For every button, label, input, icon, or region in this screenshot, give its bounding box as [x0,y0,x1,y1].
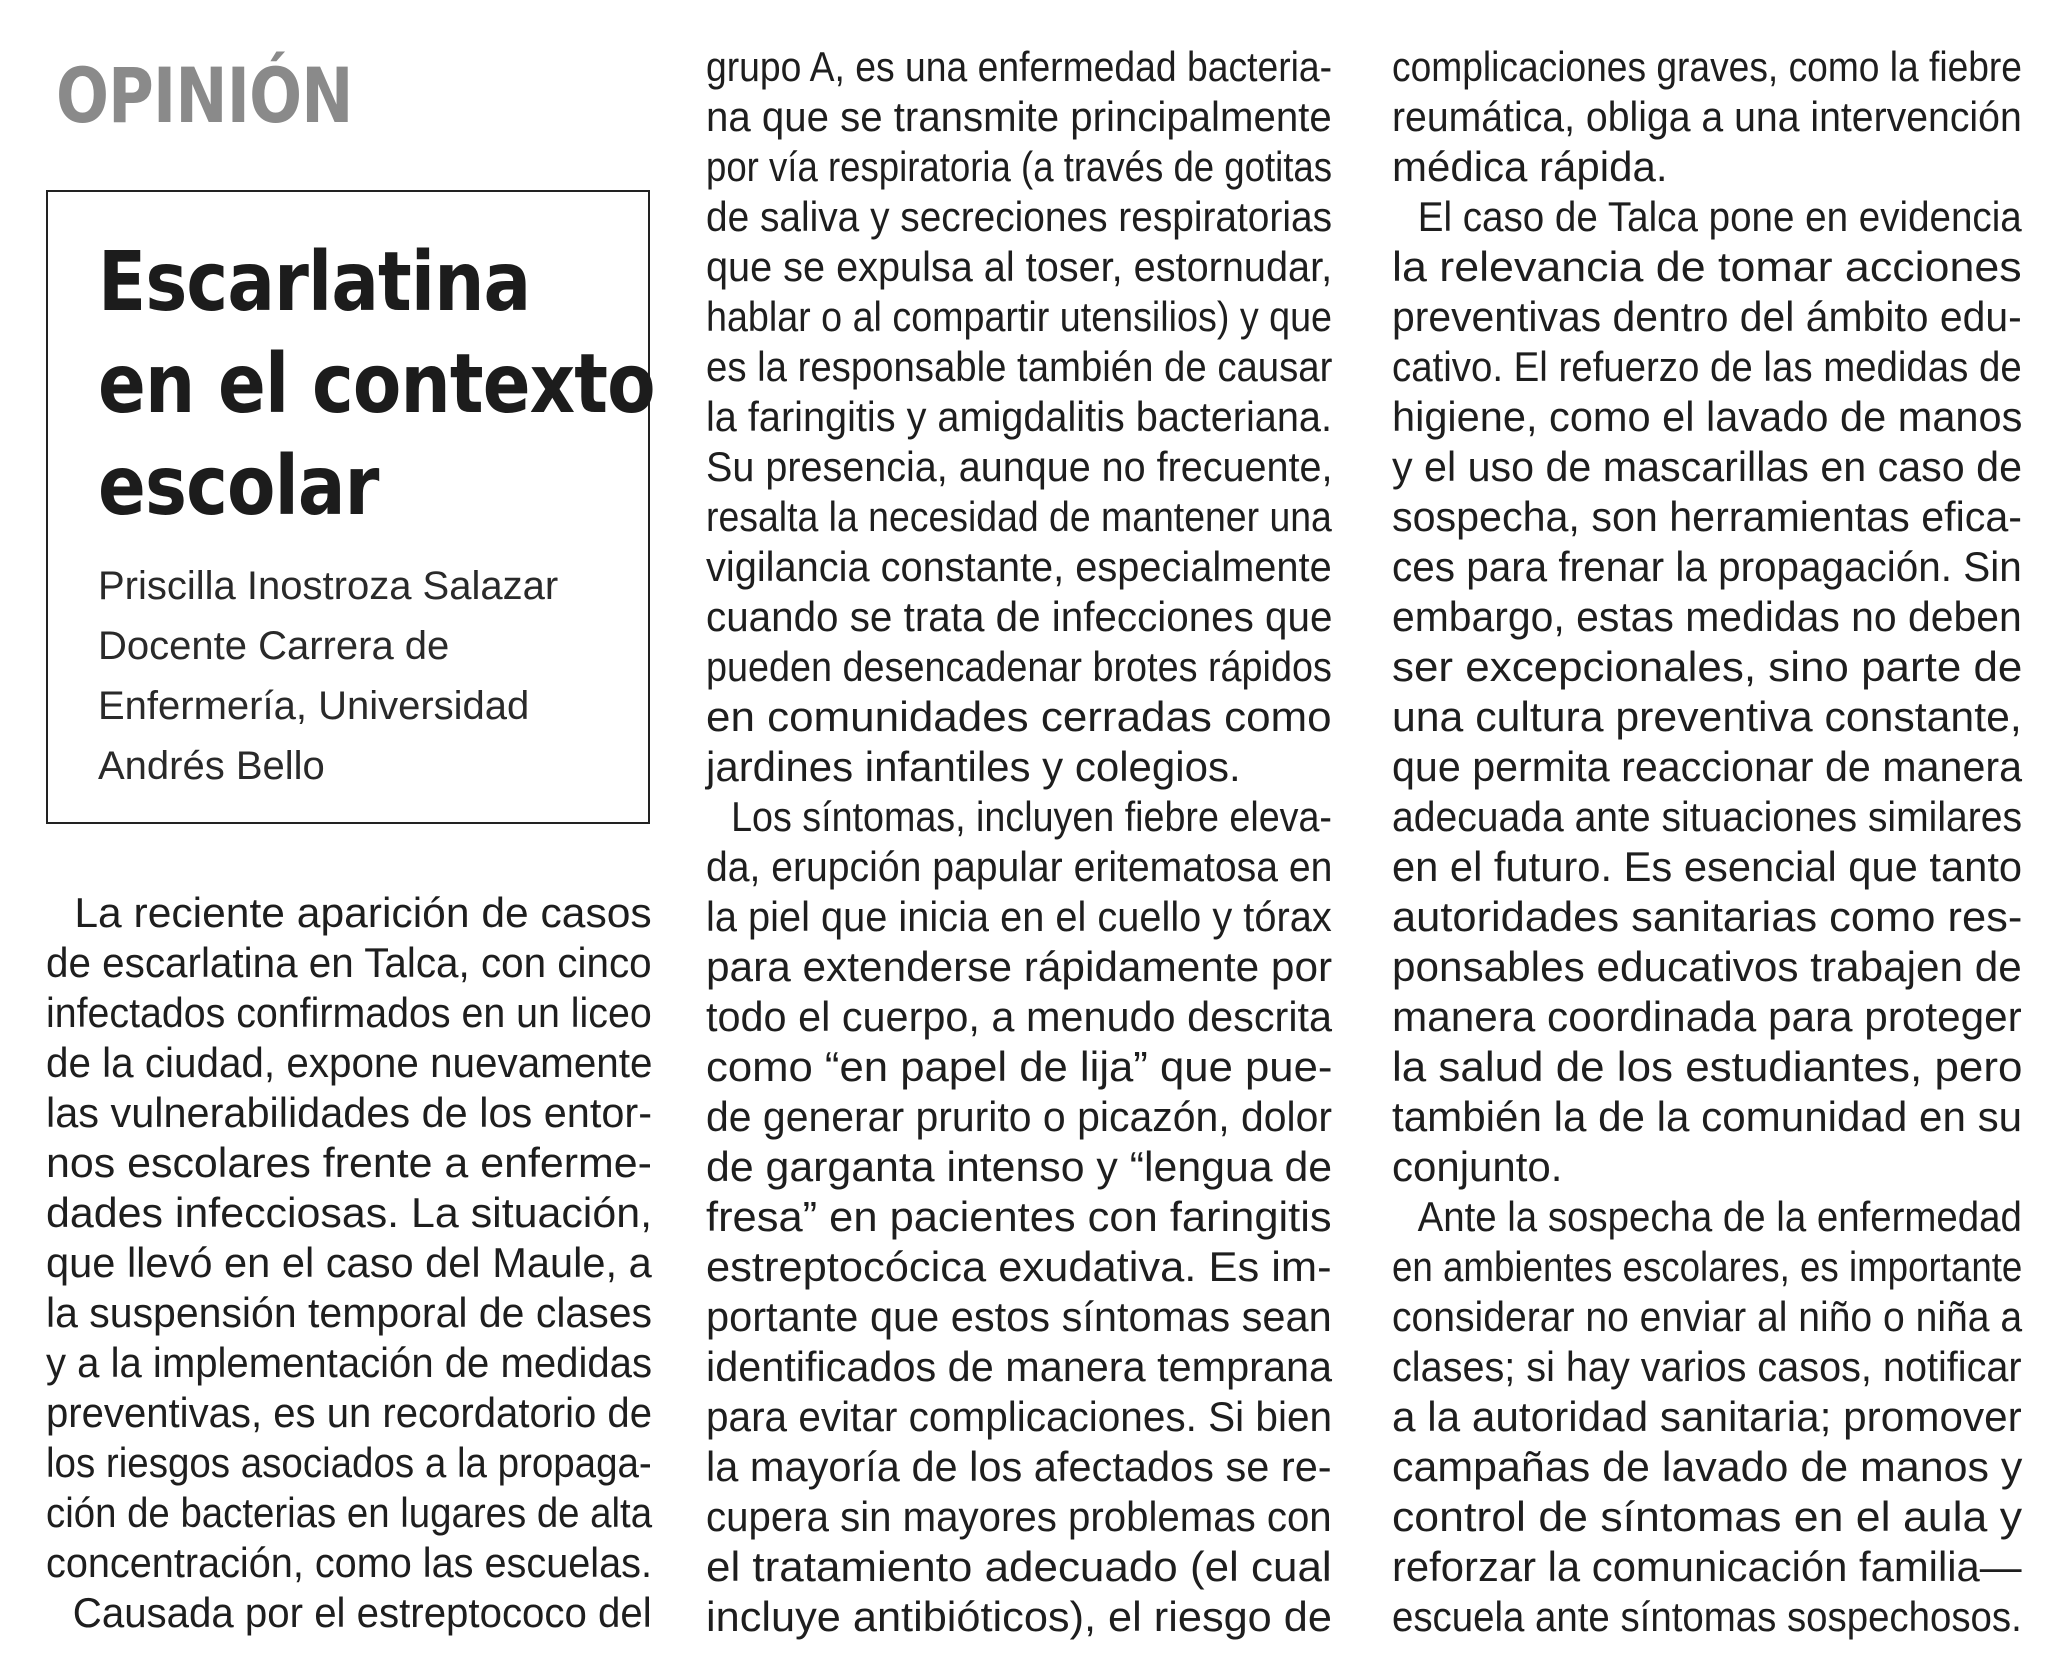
article-text-line: en el futuro. Es esencial que tanto [1392,843,2023,890]
article-text-line: y a la implementación de medidas [46,1339,652,1386]
article-text-line: preventivas dentro del ámbito edu- [1392,293,2022,340]
article-text-line: en ambientes escolares, es importante [1392,1243,2023,1290]
article-text-line: médica rápida. [1392,143,1668,190]
article-text-line: conjunto. [1392,1143,1563,1190]
article-text-line: da, erupción papular eritematosa en [706,843,1333,890]
article-text-line: grupo A, es una enfermedad bacteria- [706,43,1333,90]
article-text-line: considerar no enviar al niño o niña a [1392,1293,2023,1340]
article-text-line: de saliva y secreciones respiratorias [706,193,1332,240]
author-role: Docente Carrera de [98,624,450,668]
article-text-line: para extenderse rápidamente por [706,943,1333,990]
article-text-line: jardines infantiles y colegios. [706,743,1241,790]
article-column-3 [1392,42,2022,1642]
author-name: Priscilla Inostroza Salazar [98,564,559,608]
author-affiliation: Enfermería, Universidad [98,684,530,728]
article-text-line: cupera sin mayores problemas con [706,1493,1332,1540]
article-text-line: y el uso de mascarillas en caso de [1392,443,2022,490]
article-text-line: concentración, como las escuelas. [46,1539,652,1586]
article-text-line: dades infecciosas. La situación, [46,1189,653,1236]
article-text-line: estreptocócica exudativa. Es im- [706,1243,1332,1290]
article-text-line: Ante la sospecha de la enfermedad [1417,1193,2022,1240]
article-text-line: campañas de lavado de manos y [1392,1443,2023,1490]
article-text-line: resalta la necesidad de mantener una [706,493,1332,540]
headline-line: Escarlatina [98,235,531,330]
headline-line: escolar [98,439,379,534]
article-column-1 [46,888,652,1638]
headline-line: en el contexto [98,337,655,432]
article-text-line: todo el cuerpo, a menudo descrita [706,993,1333,1040]
article-text-line: preventivas, es un recordatorio de [46,1389,653,1436]
article-text-line: clases; si hay varios casos, notificar [1392,1343,2022,1390]
article-text-line: Los síntomas, incluyen fiebre eleva- [731,793,1332,840]
article-text-line: na que se transmite principalmente [706,93,1332,140]
article-text-line: que llevó en el caso del Maule, a [46,1239,652,1286]
article-text-line: el tratamiento adecuado (el cual [706,1543,1332,1590]
article-text-line: que se expulsa al toser, estornudar, [706,243,1333,290]
article-text-line: las vulnerabilidades de los entor- [46,1089,653,1136]
article-text-line: es la responsable también de causar [706,343,1333,390]
article-text-line: también la de la comunidad en su [1392,1093,2023,1140]
article-text-line: cativo. El refuerzo de las medidas de [1392,343,2022,390]
article-text-line: la salud de los estudiantes, pero [1392,1043,2023,1090]
article-column-2 [706,42,1332,1642]
article-text-line: reforzar la comunicación familia— [1392,1543,2022,1590]
article-text-line: de generar prurito o picazón, dolor [706,1093,1333,1140]
article-text-line: por vía respiratoria (a través de gotitas [706,143,1333,190]
article-text-line: hablar o al compartir utensilios) y que [706,293,1332,340]
article-text-line: complicaciones graves, como la fiebre [1392,43,2022,90]
article-text-line: autoridades sanitarias como res- [1392,893,2023,940]
headline [98,232,655,538]
article-text-line: incluye antibióticos), el riesgo de [706,1593,1332,1640]
article-text-line: una cultura preventiva constante, [1392,693,2022,740]
article-text-line: ces para frenar la propagación. Sin [1392,543,2022,590]
article-text-line: sospecha, son herramientas efica- [1392,493,2022,540]
article-text-line: la relevancia de tomar acciones [1392,243,2022,290]
article-text-line: embargo, estas medidas no deben [1392,593,2022,640]
author-byline [98,556,558,796]
article-text-line: La reciente aparición de casos [74,889,652,936]
article-text-line: manera coordinada para proteger [1392,993,2022,1040]
article-text-line: adecuada ante situaciones similares [1392,793,2023,840]
article-text-line: nos escolares frente a enferme- [46,1139,652,1186]
article-text-line: la suspensión temporal de clases [46,1289,653,1336]
article-text-line: portante que estos síntomas sean [706,1293,1332,1340]
article-text-line: higiene, como el lavado de manos [1392,393,2023,440]
article-text-line: vigilancia constante, especialmente [706,543,1332,590]
article-text-line: Causada por el estreptococo del [72,1589,652,1636]
article-text-line: la mayoría de los afectados se re- [706,1443,1332,1490]
article-text-line: cuando se trata de infecciones que [706,593,1333,640]
article-text-line: escuela ante síntomas sospechosos. [1392,1593,2022,1640]
article-text-line: los riesgos asociados a la propaga- [46,1439,652,1486]
article-text-line: infectados confirmados en un liceo [46,989,652,1036]
article-text-line: de la ciudad, expone nuevamente [46,1039,653,1086]
article-text-line: a la autoridad sanitaria; promover [1392,1393,2022,1440]
article-text-line: ponsables educativos trabajen de [1392,943,2022,990]
author-affiliation-cont: Andrés Bello [98,744,325,788]
article-text-line: ción de bacterias en lugares de alta [46,1489,653,1536]
article-text-line: la piel que inicia en el cuello y tórax [706,893,1332,940]
article-text-line: como “en papel de lija” que pue- [706,1043,1333,1090]
article-text-line: la faringitis y amigdalitis bacteriana. [706,393,1332,440]
article-text-line: en comunidades cerradas como [706,693,1332,740]
article-text-line: identificados de manera temprana [706,1343,1333,1390]
article-text-line: pueden desencadenar brotes rápidos [706,643,1332,690]
article-text-line: reumática, obliga a una intervención [1392,93,2022,140]
article-text-line: fresa” en pacientes con faringitis [706,1193,1332,1240]
article-text-line: para evitar complicaciones. Si bien [706,1393,1333,1440]
article-text-line: ser excepcionales, sino parte de [1392,643,2023,690]
section-label: OPINIÓN [56,51,353,140]
article-text-line: Su presencia, aunque no frecuente, [706,443,1333,490]
title-box [46,190,655,824]
article-text-line: de escarlatina en Talca, con cinco [46,939,652,986]
article-text-line: que permita reaccionar de manera [1392,743,2023,790]
article-text-line: control de síntomas en el aula y [1392,1493,2023,1540]
article-text-line: El caso de Talca pone en evidencia [1417,193,2022,240]
article-text-line: de garganta intenso y “lengua de [706,1143,1333,1190]
